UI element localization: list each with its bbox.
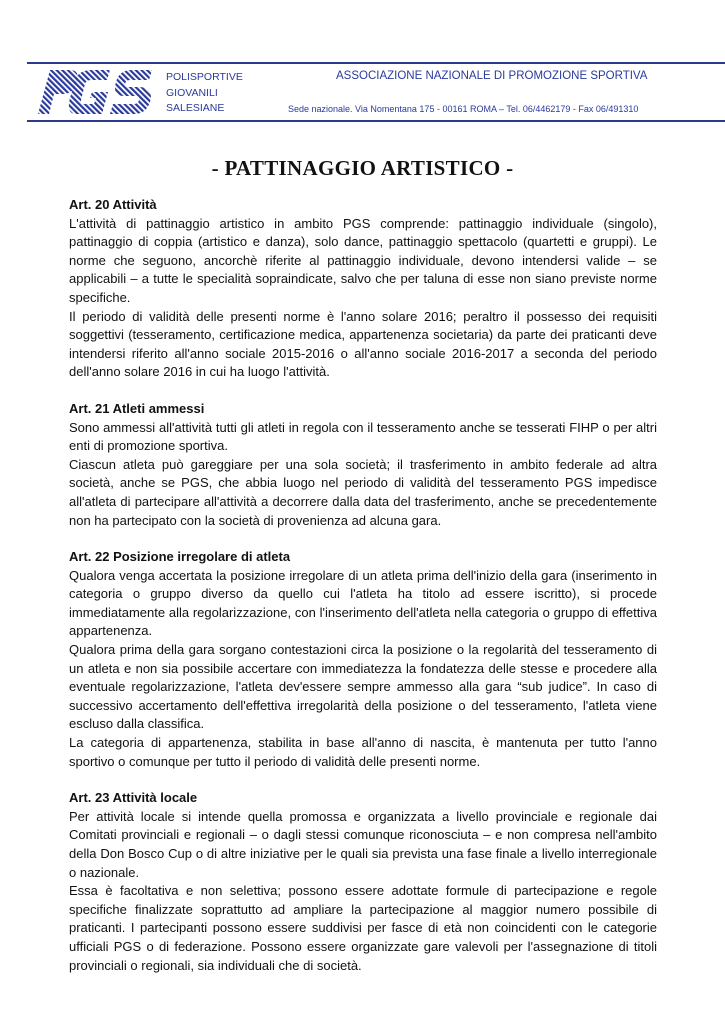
association-address: Sede nazionale. Via Nomentana 175 - 00161 ROMA – Tel. 06/4462179 - Fax 06/491310	[288, 104, 639, 114]
article-20	[69, 196, 657, 382]
pgs-logo-icon	[36, 68, 154, 116]
article-heading: Art. 21 Atleti ammessi	[69, 400, 205, 416]
article-heading: Art. 20 Attività	[69, 197, 157, 212]
page-title: - PATTINAGGIO ARTISTICO -	[211, 156, 514, 180]
org-line-1: POLISPORTIVE	[166, 71, 243, 83]
article-paragraph: L'attività di pattinaggio artistico in ambito PGS comprende: pattinaggio individuale (singolo), pattinaggio di coppia (artistico e danza), solo dance, pattinaggio spettacolo (quartetti e gruppi). Le norme che seguono, ancorchè riferite al pattinaggio individuale, devono intendersi valide – se applicabili – a tutte le specialità sopraindicate, salvo che per taluna di esse non siano previste norme specifiche.	[69, 215, 657, 305]
article-21	[69, 400, 657, 530]
header-bottom-rule	[27, 120, 725, 122]
article-paragraph: Sono ammessi all'attività tutti gli atleti in regola con il tesseramento anche se tesserati FIHP o per altri enti di promozione sportiva.	[69, 419, 657, 454]
org-line-2: GIOVANILI	[166, 86, 218, 99]
document-body	[69, 196, 657, 993]
article-23	[69, 789, 657, 975]
article-paragraph: Per attività locale si intende quella promossa e organizzata a livello provinciale e regionale dai Comitati provinciali e regionali – o dagli stessi comunque riconosciuta – e non compresa nell'ambito della Don Bosco Cup o di altre iniziative per le quali sia prevista una fase finale a livello interregionale o nazionale.	[69, 808, 657, 880]
article-heading: Art. 23 Attività locale	[69, 790, 198, 806]
article-paragraph: Qualora prima della gara sorgano contestazioni circa la posizione o la regolarità del tesseramento di un atleta e non sia possibile accertare con immediatezza la fondatezza delle stesse e procedere alla eventuale regolarizzazione, l'atleta dev'essere sempre ammesso alla gara “sub judice”. In caso di successivo accertamento dell'effettiva irregolarità della posizione o del tesseramento, l'atleta viene escluso dalla classifica.	[69, 642, 657, 732]
article-22	[69, 548, 657, 771]
article-paragraph: Essa è facoltativa e non selettiva; possono essere adottate formule di partecipazione e regole specifiche finalizzate soprattutto ad ampliare la partecipazione al maggior numero possibile di praticanti. I partecipanti possono essere suddivisi per fasce di età non coincidenti con le categorie ufficiali PGS o di federazione. Possono essere organizzate gare valevoli per l'assegnazione di titoli provinciali o regionali, sia individuali che di società.	[69, 883, 657, 973]
org-line-3: SALESIANE	[166, 102, 225, 114]
article-paragraph: Il periodo di validità delle presenti norme è l'anno solare 2016; peraltro il possesso dei requisiti soggettivi (tesseramento, certificazione medica, appartenenza societaria) da parte dei praticanti deve intendersi riferito all'anno sociale 2015-2016 o all'anno sociale 2016-2017 a seconda del periodo dell'anno solare 2016 in cui ha luogo l'attività.	[69, 308, 657, 380]
article-paragraph: Ciascun atleta può gareggiare per una sola società; il trasferimento in ambito federale ad altra società, anche se PGS, che abbia luogo nel periodo di validità del tesseramento PGS impedisce all'atleta di partecipare all'attività a decorrere dalla data del trasferimento, anche se precedentemente non ha partecipato con la società di provenienza ad alcuna gara.	[69, 456, 657, 528]
header-top-rule	[27, 62, 725, 64]
org-name	[166, 70, 243, 117]
association-title: ASSOCIAZIONE NAZIONALE DI PROMOZIONE SPORTIVA	[336, 70, 648, 82]
article-paragraph: La categoria di appartenenza, stabilita in base all'anno di nascita, è mantenuta per tutto l'anno sportivo o comunque per tutto il periodo di validità delle presenti norme.	[69, 735, 657, 769]
article-paragraph: Qualora venga accertata la posizione irregolare di un atleta prima dell'inizio della gara (inserimento in categoria o gruppo diverso da quello cui l'atleta ha titolo ad essere iscritto), si procede immediatamente alla regolarizzazione, con l'inserimento dell'atleta nella categoria o gruppo di effettiva appartenenza.	[69, 567, 657, 639]
article-heading: Art. 22 Posizione irregolare di atleta	[69, 549, 291, 565]
